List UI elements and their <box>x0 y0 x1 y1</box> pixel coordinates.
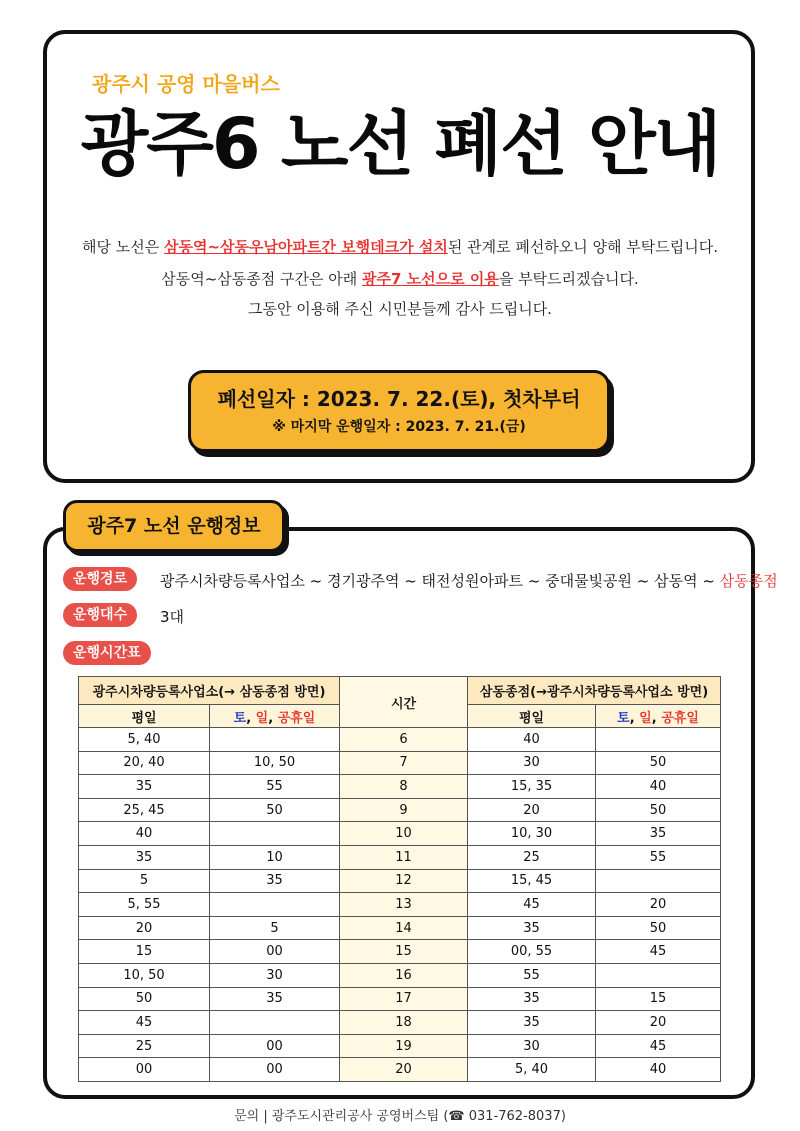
right-weekday-cell: 45 <box>468 893 596 917</box>
hour-cell: 6 <box>340 728 468 752</box>
table-row <box>79 987 721 1011</box>
table-row <box>79 845 721 869</box>
right-weekend-cell: 20 <box>596 1011 721 1035</box>
notice-line-2 <box>0 268 800 289</box>
left-weekend-cell: 5 <box>210 916 340 940</box>
right-weekend-cell: 40 <box>596 775 721 799</box>
left-weekday-cell: 5, 40 <box>79 728 210 752</box>
table-row <box>79 798 721 822</box>
right-weekday-cell: 15, 35 <box>468 775 596 799</box>
left-weekday-cell: 45 <box>79 1011 210 1035</box>
left-weekend-cell <box>210 822 340 846</box>
right-weekday-cell: 15, 45 <box>468 869 596 893</box>
left-weekday-cell: 5 <box>79 869 210 893</box>
left-weekend-cell: 35 <box>210 987 340 1011</box>
left-weekend-cell: 35 <box>210 869 340 893</box>
hour-cell: 13 <box>340 893 468 917</box>
right-weekday-cell: 35 <box>468 916 596 940</box>
notice-line-2-pre: 삼동역~삼동종점 구간은 아래 <box>161 270 362 288</box>
hour-cell: 16 <box>340 963 468 987</box>
left-weekend-cell: 10, 50 <box>210 751 340 775</box>
table-row <box>79 1058 721 1082</box>
closure-date: 폐선일자 : 2023. 7. 22.(토), 첫차부터 <box>217 387 581 411</box>
left-weekday-cell: 40 <box>79 822 210 846</box>
left-weekday-cell: 25, 45 <box>79 798 210 822</box>
left-weekend-cell <box>210 893 340 917</box>
timetable-body <box>79 728 721 1082</box>
hour-cell: 8 <box>340 775 468 799</box>
left-weekday-cell: 35 <box>79 775 210 799</box>
table-row <box>79 940 721 964</box>
right-weekend-cell: 45 <box>596 1034 721 1058</box>
table-row <box>79 751 721 775</box>
last-run-date: ※ 마지막 운행일자 : 2023. 7. 21.(금) <box>272 419 526 435</box>
notice-line-1-pre: 해당 노선은 <box>81 238 164 256</box>
table-row <box>79 869 721 893</box>
right-weekday-cell: 10, 30 <box>468 822 596 846</box>
right-weekend-cell: 20 <box>596 893 721 917</box>
left-weekday-cell: 5, 55 <box>79 893 210 917</box>
notice-line-2-post: 을 부탁드리겠습니다. <box>498 270 639 288</box>
route7-tab-title: 광주7 노선 운행정보 <box>63 500 285 552</box>
table-row <box>79 775 721 799</box>
hour-cell: 15 <box>340 940 468 964</box>
hour-cell: 19 <box>340 1034 468 1058</box>
right-direction-header: 삼동종점(→광주시차량등록사업소 방면) <box>468 677 721 705</box>
right-weekday-cell: 00, 55 <box>468 940 596 964</box>
left-weekend-cell <box>210 728 340 752</box>
route-end: 삼동종점 <box>719 572 778 590</box>
right-weekend-cell: 40 <box>596 1058 721 1082</box>
timetable-label-pill: 운행시간표 <box>63 641 151 665</box>
right-weekday-cell: 35 <box>468 987 596 1011</box>
left-weekday-cell: 20, 40 <box>79 751 210 775</box>
left-weekend-cell: 30 <box>210 963 340 987</box>
right-weekday-cell: 55 <box>468 963 596 987</box>
right-weekday-cell: 30 <box>468 751 596 775</box>
left-weekend-cell: 50 <box>210 798 340 822</box>
left-weekend-header: 토, 일, 공휴일 <box>210 705 340 728</box>
table-row <box>79 822 721 846</box>
right-weekend-cell: 35 <box>596 822 721 846</box>
left-direction-header: 광주시차량등록사업소(→ 삼동종점 방면) <box>79 677 340 705</box>
hour-cell: 12 <box>340 869 468 893</box>
count-value: 3대 <box>160 608 185 626</box>
right-weekend-cell: 45 <box>596 940 721 964</box>
right-weekday-cell: 35 <box>468 1011 596 1035</box>
left-weekday-cell: 25 <box>79 1034 210 1058</box>
table-row <box>79 893 721 917</box>
right-weekday-cell: 25 <box>468 845 596 869</box>
left-weekday-cell: 00 <box>79 1058 210 1082</box>
left-weekend-cell <box>210 1011 340 1035</box>
left-weekday-header: 평일 <box>79 705 210 728</box>
notice-line-1 <box>0 236 800 257</box>
left-weekend-cell: 00 <box>210 1058 340 1082</box>
hour-cell: 7 <box>340 751 468 775</box>
notice-line-1-highlight: 삼동역~삼동우남아파트간 보행데크가 설치 <box>163 238 448 256</box>
left-weekday-cell: 15 <box>79 940 210 964</box>
notice-line-1-post: 된 관계로 폐선하오니 양해 부탁드립니다. <box>447 238 719 256</box>
route-info <box>160 570 778 591</box>
footer-contact: 문의 | 광주도시관리공사 공영버스팀 (☎ 031-762-8037) <box>234 1109 566 1124</box>
hour-cell: 11 <box>340 845 468 869</box>
right-weekday-cell: 5, 40 <box>468 1058 596 1082</box>
route-label-pill: 운행경로 <box>63 567 137 591</box>
right-weekday-cell: 40 <box>468 728 596 752</box>
right-weekend-cell <box>596 728 721 752</box>
page-title: 광주6 노선 폐선 안내 <box>80 103 720 185</box>
left-weekday-cell: 35 <box>79 845 210 869</box>
timetable <box>78 676 721 1082</box>
hour-cell: 18 <box>340 1011 468 1035</box>
hour-cell: 14 <box>340 916 468 940</box>
hour-header: 시간 <box>340 677 468 728</box>
hour-cell: 10 <box>340 822 468 846</box>
left-weekend-cell: 00 <box>210 1034 340 1058</box>
left-weekend-cell: 10 <box>210 845 340 869</box>
right-weekend-cell <box>596 963 721 987</box>
left-weekday-cell: 20 <box>79 916 210 940</box>
notice-line-3: 그동안 이용해 주신 시민분들께 감사 드립니다. <box>248 300 552 318</box>
right-weekday-cell: 20 <box>468 798 596 822</box>
left-weekend-cell: 55 <box>210 775 340 799</box>
table-row <box>79 963 721 987</box>
right-weekend-cell: 55 <box>596 845 721 869</box>
left-weekday-cell: 10, 50 <box>79 963 210 987</box>
right-weekend-header: 토, 일, 공휴일 <box>596 705 721 728</box>
right-weekend-cell: 50 <box>596 751 721 775</box>
hour-cell: 9 <box>340 798 468 822</box>
route-text: 광주시차량등록사업소 ~ 경기광주역 ~ 태전성원아파트 ~ 중대물빛공원 ~ 삼동역 ~ <box>160 572 720 590</box>
left-weekend-cell: 00 <box>210 940 340 964</box>
left-weekday-cell: 50 <box>79 987 210 1011</box>
right-weekend-cell: 50 <box>596 916 721 940</box>
table-row <box>79 1034 721 1058</box>
right-weekend-cell <box>596 869 721 893</box>
table-row <box>79 728 721 752</box>
table-row <box>79 1011 721 1035</box>
subtitle: 광주시 공영 마을버스 <box>92 72 280 96</box>
notice-line-2-highlight: 광주7 노선으로 이용 <box>362 270 499 288</box>
right-weekday-cell: 30 <box>468 1034 596 1058</box>
count-label-pill: 운행대수 <box>63 603 137 627</box>
right-weekend-cell: 50 <box>596 798 721 822</box>
hour-cell: 17 <box>340 987 468 1011</box>
closure-date-box <box>188 370 610 452</box>
right-weekday-header: 평일 <box>468 705 596 728</box>
table-row <box>79 916 721 940</box>
hour-cell: 20 <box>340 1058 468 1082</box>
right-weekend-cell: 15 <box>596 987 721 1011</box>
